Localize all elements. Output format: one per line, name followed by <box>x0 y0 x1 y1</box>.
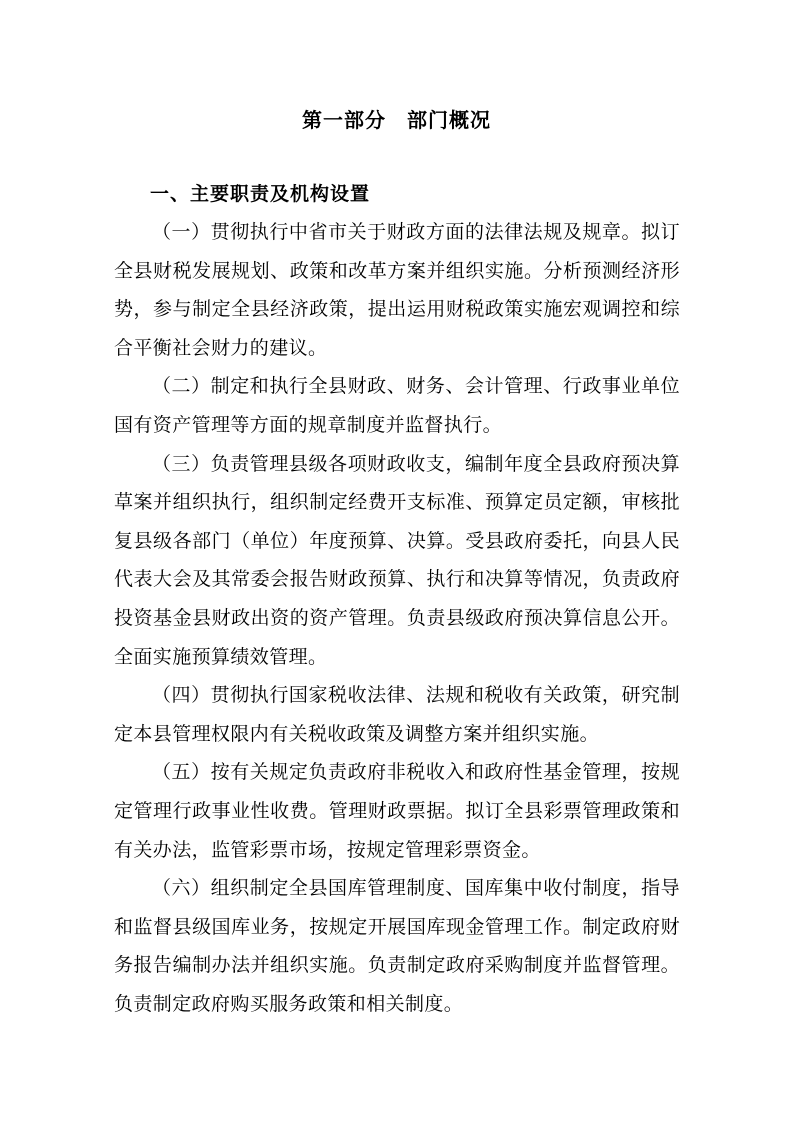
paragraph-3: （三）负责管理县级各项财政收支，编制年度全县政府预决算草案并组织执行，组织制定经费开支标准、预算定员定额，审核批复县级各部门（单位）年度预算、决算。受县政府委托，向县人民代表大会及其常委会报告财政预算、执行和决算等情况，负责政府投资基金县财政出资的资产管理。负责县级政府预决算信息公开。全面实施预算绩效管理。 <box>114 452 680 668</box>
paragraph-6: （六）组织制定全县国库管理制度、国库集中收付制度，指导和监督县级国库业务，按规定开展国库现金管理工作。制定政府财务报告编制办法并组织实施。负责制定政府采购制度并监督管理。负责制定政府购买服务政策和相关制度。 <box>114 877 680 1015</box>
paragraph-4: （四）贯彻执行国家税收法律、法规和税收有关政策，研究制定本县管理权限内有关税收政策及调整方案并组织实施。 <box>114 684 680 745</box>
section-heading: 一、主要职责及机构设置 <box>150 183 371 205</box>
paragraph-1: （一）贯彻执行中省市关于财政方面的法律法规及规章。拟订全县财税发展规划、政策和改革方案并组织实施。分析预测经济形势，参与制定全县经济政策，提出运用财税政策实施宏观调控和综合平衡社会财力的建议。 <box>114 221 680 359</box>
paragraph-2: （二）制定和执行全县财政、财务、会计管理、行政事业单位国有资产管理等方面的规章制度并监督执行。 <box>114 375 680 436</box>
paragraph-5: （五）按有关规定负责政府非税收入和政府性基金管理，按规定管理行政事业性收费。管理财政票据。拟订全县彩票管理政策和有关办法，监管彩票市场，按规定管理彩票资金。 <box>114 761 680 861</box>
body-text <box>114 213 680 1023</box>
page-title: 第一部分 部门概况 <box>302 108 491 132</box>
